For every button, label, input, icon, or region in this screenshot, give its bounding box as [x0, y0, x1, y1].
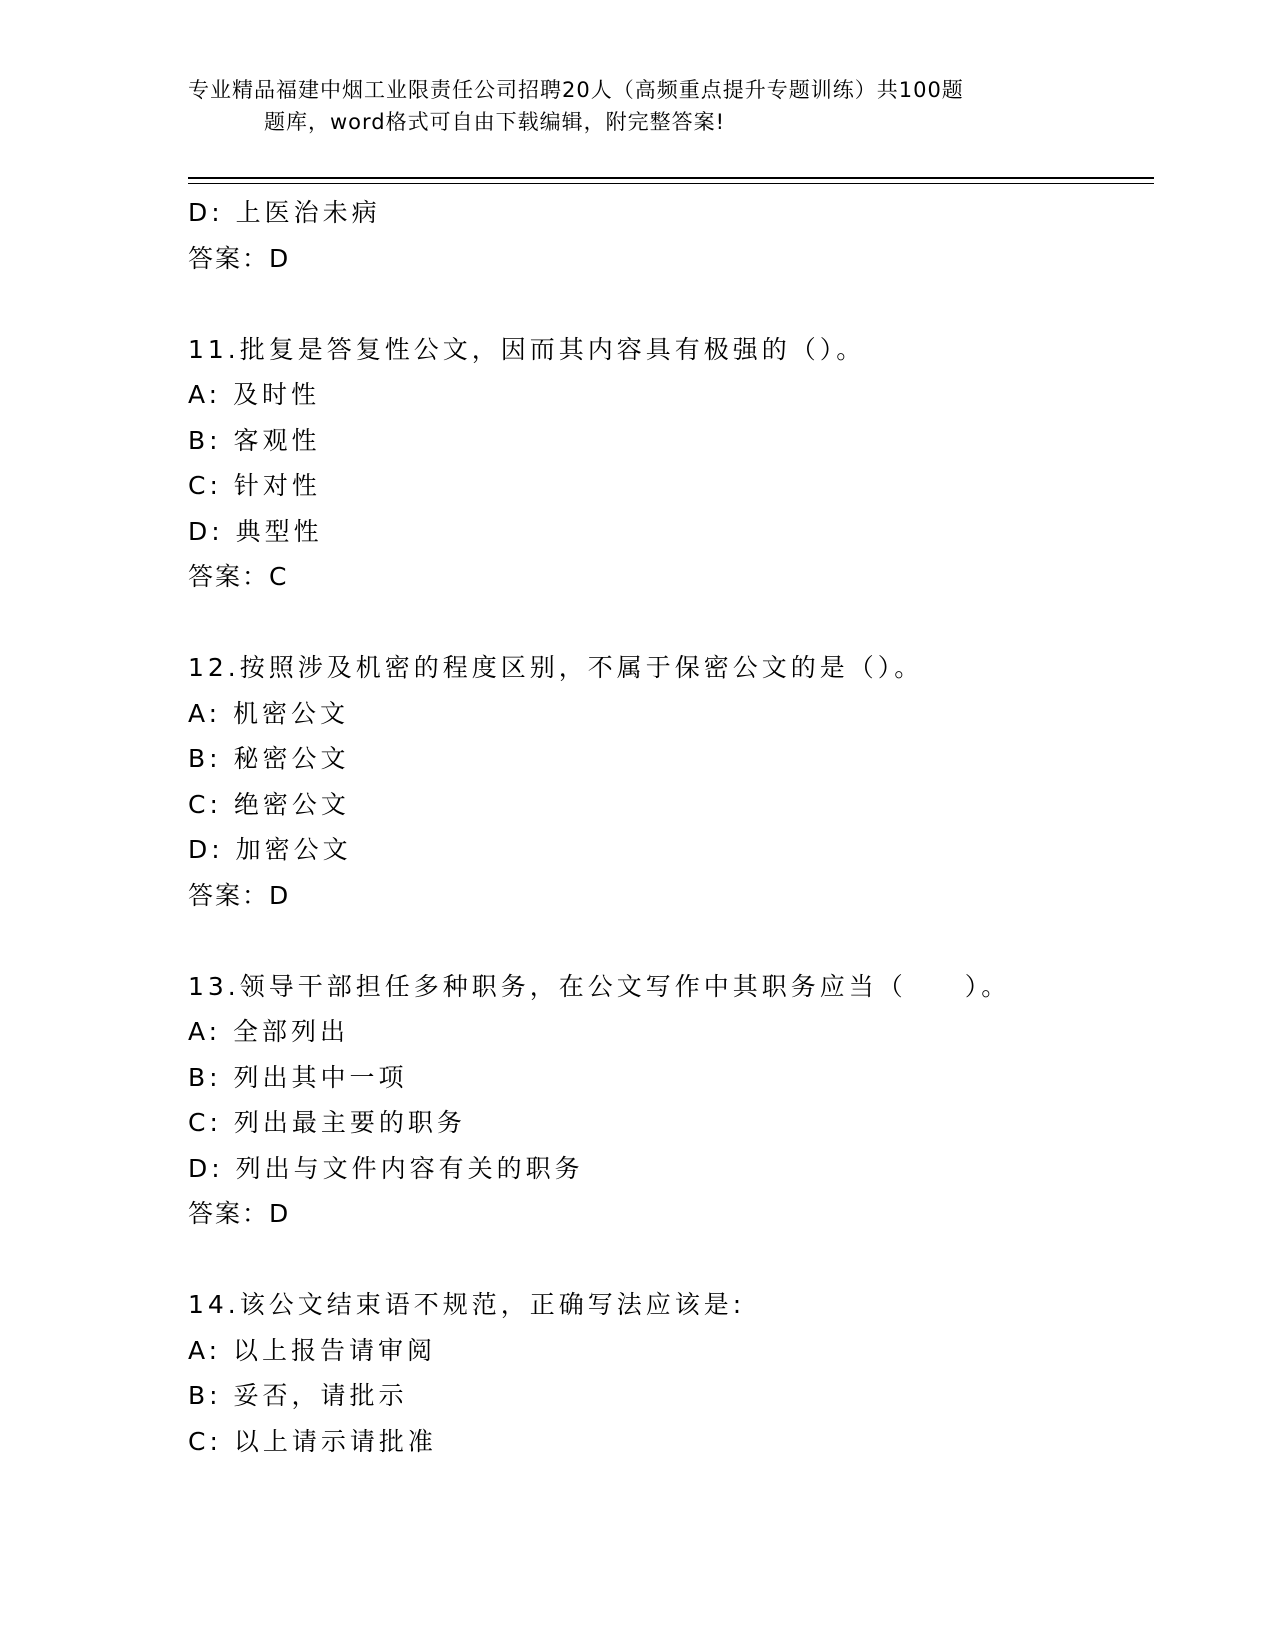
question-stem: 11.批复是答复性公文，因而其内容具有极强的（）。	[188, 334, 866, 364]
header-divider-thick	[188, 177, 1154, 179]
option-d: D: 加密公文	[188, 835, 352, 864]
header-title-line-2: 题库，word格式可自由下载编辑，附完整答案!	[264, 110, 726, 134]
block-spacer	[188, 281, 1148, 327]
page-header	[188, 74, 1068, 138]
answer-line: 答案：D	[188, 1199, 291, 1228]
option-c: C: 以上请示请批准	[188, 1426, 437, 1456]
question-stem: 14.该公文结束语不规范，正确写法应该是:	[188, 1290, 746, 1319]
option-b: B: 妥否，请批示	[188, 1381, 408, 1410]
option-b: B: 列出其中一项	[188, 1062, 408, 1092]
option-c: C: 列出最主要的职务	[188, 1108, 466, 1137]
option-a: A: 以上报告请审阅	[188, 1335, 437, 1365]
question-list	[188, 190, 1148, 1464]
question-block-11	[188, 327, 1148, 600]
answer-line: 答案：D	[188, 243, 291, 273]
option-d: D: 上医治未病	[188, 198, 381, 227]
option-d: D: 典型性	[188, 516, 323, 546]
option-a: A: 全部列出	[188, 1017, 350, 1046]
answer-line: 答案：C	[188, 562, 289, 591]
question-stem: 13.领导干部担任多种职务，在公文写作中其职务应当（ ）。	[188, 971, 1011, 1001]
question-block-13	[188, 964, 1148, 1237]
option-a: A: 及时性	[188, 380, 321, 409]
header-title-line-1: 专业精品福建中烟工业限责任公司招聘20人（高频重点提升专题训练）共100题	[188, 78, 964, 102]
block-spacer	[188, 600, 1148, 646]
option-b: B: 客观性	[188, 425, 321, 455]
option-b: B: 秘密公文	[188, 744, 350, 773]
block-spacer	[188, 918, 1148, 964]
block-spacer	[188, 1237, 1148, 1283]
question-stem: 12.按照涉及机密的程度区别，不属于保密公文的是（）。	[188, 653, 924, 682]
question-block-prev	[188, 190, 1148, 281]
option-c: C: 针对性	[188, 471, 321, 500]
header-divider-thin	[188, 183, 1154, 184]
option-c: C: 绝密公文	[188, 789, 350, 819]
option-a: A: 机密公文	[188, 698, 350, 728]
option-d: D: 列出与文件内容有关的职务	[188, 1153, 584, 1183]
answer-line: 答案：D	[188, 880, 291, 910]
question-block-12	[188, 645, 1148, 918]
question-block-14	[188, 1282, 1148, 1464]
